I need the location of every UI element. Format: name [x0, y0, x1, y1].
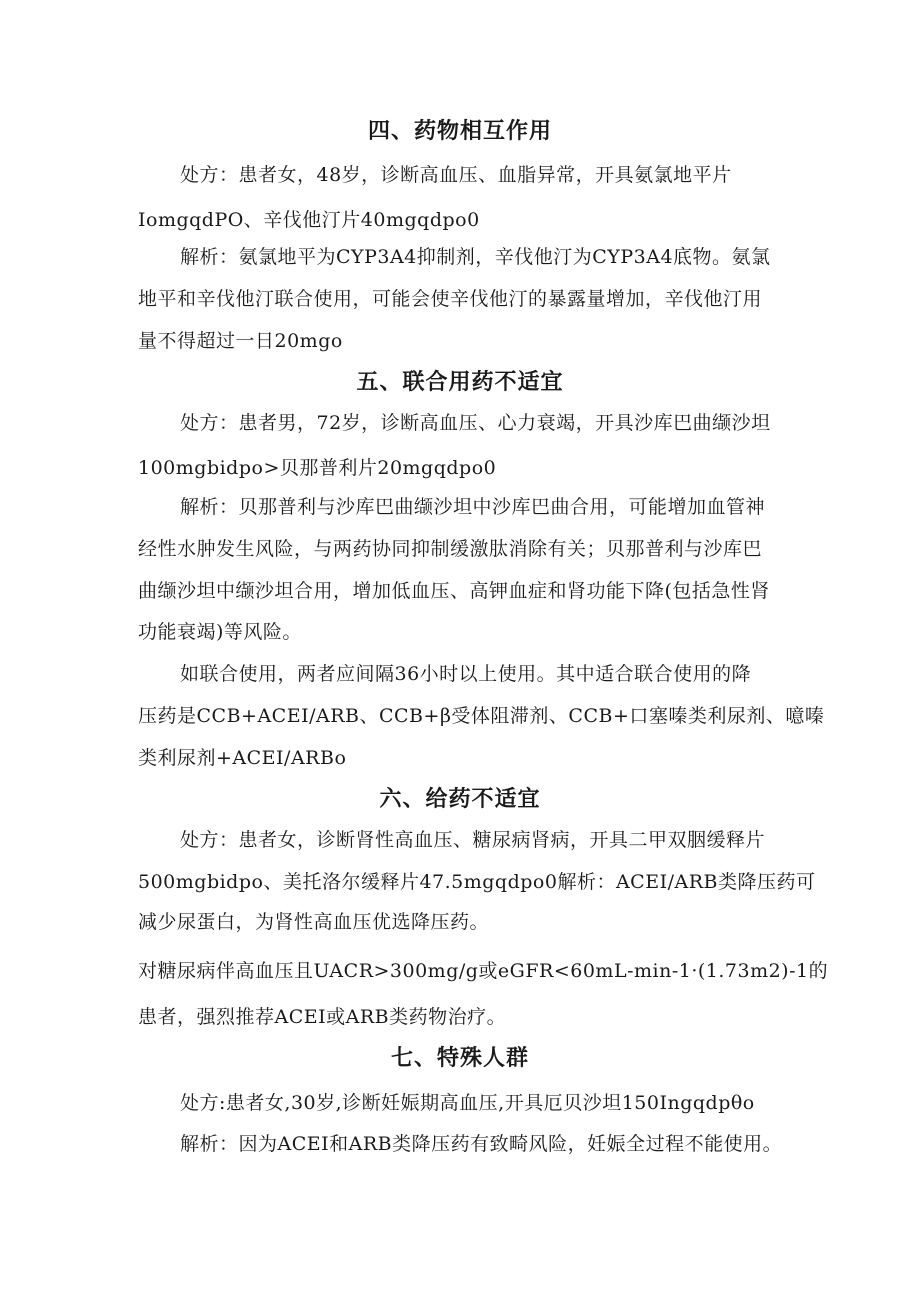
paragraph-line: 患者，强烈推荐ACEI或ARB类药物治疗。 — [138, 1006, 507, 1028]
paragraph-line: 量不得超过一日20mgo — [138, 330, 343, 352]
paragraph-line: 解析：氨氯地平为CYP3A4抑制剂，辛伐他汀为CYP3A4底物。氨氯 — [180, 246, 771, 268]
paragraph-line: 压药是CCB+ACEI/ARB、CCB+β受体阻滞剂、CCB+口塞嗪类利尿剂、噫嗪 — [138, 705, 825, 727]
paragraph-line: 如联合使用，两者应间隔36小时以上使用。其中适合联合使用的降 — [180, 663, 752, 685]
paragraph-line: 曲缬沙坦中缬沙坦合用，增加低血压、高钾血症和肾功能下降(包括急性肾 — [138, 580, 770, 602]
paragraph-line: 500mgbidpo、美托洛尔缓释片47.5mgqdpo0解析：ACEI/ARB类降压药可 — [138, 871, 816, 893]
paragraph-line: 功能衰竭)等风险。 — [138, 621, 302, 643]
paragraph-line: 类利尿剂+ACEI/ARBo — [138, 747, 347, 769]
paragraph-line: 减少尿蛋白，为肾性高血压优选降压药。 — [138, 911, 490, 933]
paragraph-line: 处方:患者女,30岁,诊断妊娠期高血压,开具厄贝沙坦150Ingqdpθo — [180, 1092, 755, 1114]
paragraph-line: 处方：患者女，诊断肾性高血压、糖尿病肾病，开具二甲双胭缓释片 — [180, 829, 766, 851]
paragraph-line: 处方：患者男，72岁，诊断高血压、心力衰竭，开具沙库巴曲缬沙坦 — [180, 412, 771, 434]
paragraph-line: 对糖尿病伴高血压且UACR>300mg/g或eGFR<60mL-min-1·(1.73m2)-1的 — [138, 960, 829, 982]
paragraph-line: 解析：贝那普利与沙库巴曲缬沙坦中沙库巴曲合用，可能增加血管神 — [180, 496, 766, 518]
paragraph-line: 100mgbidpo>贝那普利片20mgqdpo0 — [138, 457, 497, 479]
paragraph-line: 处方：患者女，48岁，诊断高血压、血脂异常，开具氨氯地平片 — [180, 164, 732, 186]
paragraph-line: 地平和辛伐他汀联合使用，可能会使辛伐他汀的暴露量增加，辛伐他汀用 — [138, 288, 763, 310]
section-heading-administration-inappropriate: 六、给药不适宜 — [379, 787, 541, 812]
paragraph-line: 经性水肿发生风险，与两药协同抑制缓激肽消除有关；贝那普利与沙库巴 — [138, 538, 763, 560]
section-heading-combination-inappropriate: 五、联合用药不适宜 — [356, 370, 564, 395]
paragraph-line: 解析：因为ACEI和ARB类降压药有致畸风险，妊娠全过程不能使用。 — [180, 1133, 783, 1155]
section-heading-drug-interaction: 四、药物相互作用 — [367, 119, 552, 144]
section-heading-special-population: 七、特殊人群 — [390, 1046, 529, 1071]
paragraph-line: IomgqdPO、辛伐他汀片40mgqdpo0 — [138, 209, 480, 231]
